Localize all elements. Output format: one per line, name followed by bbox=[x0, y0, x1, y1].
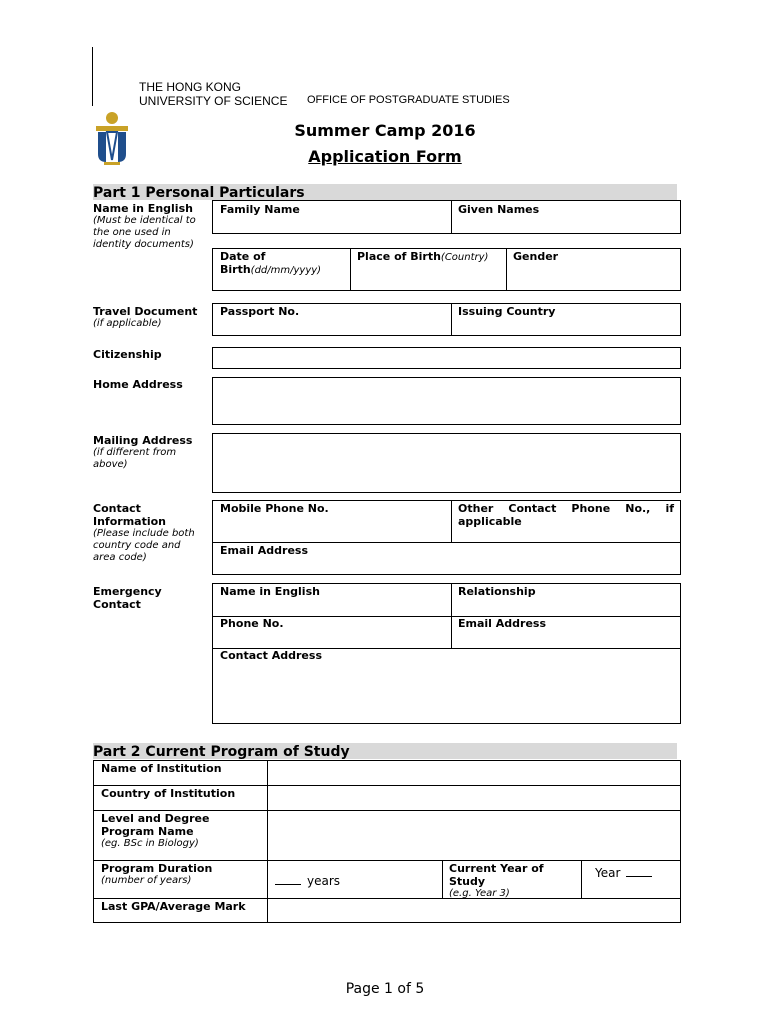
emergency-phone-field[interactable]: Phone No. bbox=[220, 617, 284, 630]
birth-box-divider1 bbox=[350, 249, 351, 290]
program-duration-note: (number of years) bbox=[101, 875, 192, 886]
mailing-address-label bbox=[93, 434, 211, 471]
emergency-contact-label: Emergency Contact bbox=[93, 585, 162, 611]
duration-years-unit: years bbox=[307, 874, 341, 888]
other-phone-field[interactable]: Other Contact Phone No., if applicable bbox=[458, 502, 674, 528]
university-name bbox=[139, 80, 287, 108]
contact-box bbox=[212, 500, 681, 575]
program-duration-text: Program Duration bbox=[101, 862, 213, 875]
current-year-label bbox=[449, 862, 574, 900]
duration-years-field[interactable] bbox=[275, 875, 340, 888]
name-in-english-label bbox=[93, 202, 211, 251]
gender-field[interactable]: Gender bbox=[513, 250, 559, 263]
part1-heading: Part 1 Personal Particulars bbox=[93, 184, 677, 200]
office-name: OFFICE OF POSTGRADUATE STUDIES bbox=[307, 94, 510, 106]
family-name-field[interactable]: Family Name bbox=[220, 203, 300, 216]
birth-box bbox=[212, 248, 681, 291]
current-year-note: (e.g. Year 3) bbox=[449, 888, 510, 899]
page-number: Page 1 of 5 bbox=[345, 981, 425, 997]
place-of-birth-field[interactable] bbox=[357, 250, 488, 264]
program-row-divider4 bbox=[94, 898, 680, 899]
travel-document-label bbox=[93, 305, 211, 330]
emergency-email-field[interactable]: Email Address bbox=[458, 617, 547, 630]
travel-document-text: Travel Document bbox=[93, 305, 198, 318]
form-title: Summer Camp 2016 bbox=[294, 121, 476, 140]
duration-years-blank bbox=[275, 883, 301, 885]
emergency-name-field[interactable]: Name in English bbox=[220, 585, 320, 598]
date-of-birth-field[interactable] bbox=[220, 250, 345, 277]
gpa-label: Last GPA/Average Mark bbox=[101, 900, 246, 913]
degree-program-text: Level and Degree Program Name bbox=[101, 812, 210, 838]
travel-box-divider bbox=[451, 304, 452, 335]
current-year-field[interactable] bbox=[595, 867, 652, 880]
mailing-address-field[interactable] bbox=[212, 433, 681, 493]
current-year-unit: Year bbox=[595, 866, 621, 880]
emergency-address-field[interactable]: Contact Address bbox=[220, 649, 322, 662]
emergency-relationship-field[interactable]: Relationship bbox=[458, 585, 536, 598]
degree-program-label bbox=[101, 812, 261, 850]
contact-box-vdivider bbox=[451, 501, 452, 543]
name-in-english-text: Name in English bbox=[93, 202, 193, 215]
name-box-divider bbox=[451, 201, 452, 233]
name-in-english-note: (Must be identical to the one used in identity documents) bbox=[93, 215, 196, 250]
university-logo-icon bbox=[92, 110, 136, 168]
program-duration-divider2 bbox=[581, 860, 582, 898]
mailing-address-note: (if different from above) bbox=[93, 447, 177, 470]
contact-box-hdivider bbox=[213, 542, 680, 543]
contact-information-label bbox=[93, 502, 203, 564]
citizenship-field[interactable] bbox=[212, 347, 681, 369]
program-row-divider2 bbox=[94, 810, 680, 811]
mobile-phone-field[interactable]: Mobile Phone No. bbox=[220, 502, 329, 515]
date-of-birth-label: Date of Birth bbox=[220, 250, 266, 276]
degree-program-note: (eg. BSc in Biology) bbox=[101, 838, 199, 849]
home-address-label: Home Address bbox=[93, 378, 183, 391]
place-of-birth-note: (Country) bbox=[440, 252, 489, 263]
given-names-field[interactable]: Given Names bbox=[458, 203, 540, 216]
program-row-divider3 bbox=[94, 860, 680, 861]
header-divider bbox=[92, 47, 93, 106]
mailing-address-text: Mailing Address bbox=[93, 434, 193, 447]
current-year-blank bbox=[626, 875, 652, 877]
citizenship-label: Citizenship bbox=[93, 348, 162, 361]
institution-name-label: Name of Institution bbox=[101, 762, 222, 775]
name-box bbox=[212, 200, 681, 234]
university-name-line2: UNIVERSITY OF SCIENCE bbox=[139, 94, 288, 108]
program-row-divider1 bbox=[94, 785, 680, 786]
travel-document-note: (if applicable) bbox=[93, 318, 162, 329]
program-duration-label bbox=[101, 862, 212, 887]
issuing-country-field[interactable]: Issuing Country bbox=[458, 305, 556, 318]
date-of-birth-note: (dd/mm/yyyy) bbox=[250, 265, 322, 276]
current-year-text: Current Year of Study bbox=[449, 862, 544, 888]
contact-information-note: (Please include both country code and area code) bbox=[93, 528, 195, 563]
institution-country-label: Country of Institution bbox=[101, 787, 236, 800]
program-table bbox=[93, 760, 681, 923]
program-duration-divider1 bbox=[442, 860, 443, 898]
university-name-line1: THE HONG KONG bbox=[139, 80, 242, 94]
emergency-contact-box bbox=[212, 583, 681, 724]
contact-information-text: Contact Information bbox=[93, 502, 166, 528]
birth-box-divider2 bbox=[506, 249, 507, 290]
part2-heading: Part 2 Current Program of Study bbox=[93, 743, 677, 759]
home-address-field[interactable] bbox=[212, 377, 681, 425]
place-of-birth-label: Place of Birth bbox=[357, 250, 441, 263]
form-subtitle: Application Form bbox=[308, 147, 462, 166]
email-address-field[interactable]: Email Address bbox=[220, 544, 309, 557]
emergency-vdivider bbox=[451, 584, 452, 649]
travel-document-box bbox=[212, 303, 681, 336]
passport-no-field[interactable]: Passport No. bbox=[220, 305, 300, 318]
